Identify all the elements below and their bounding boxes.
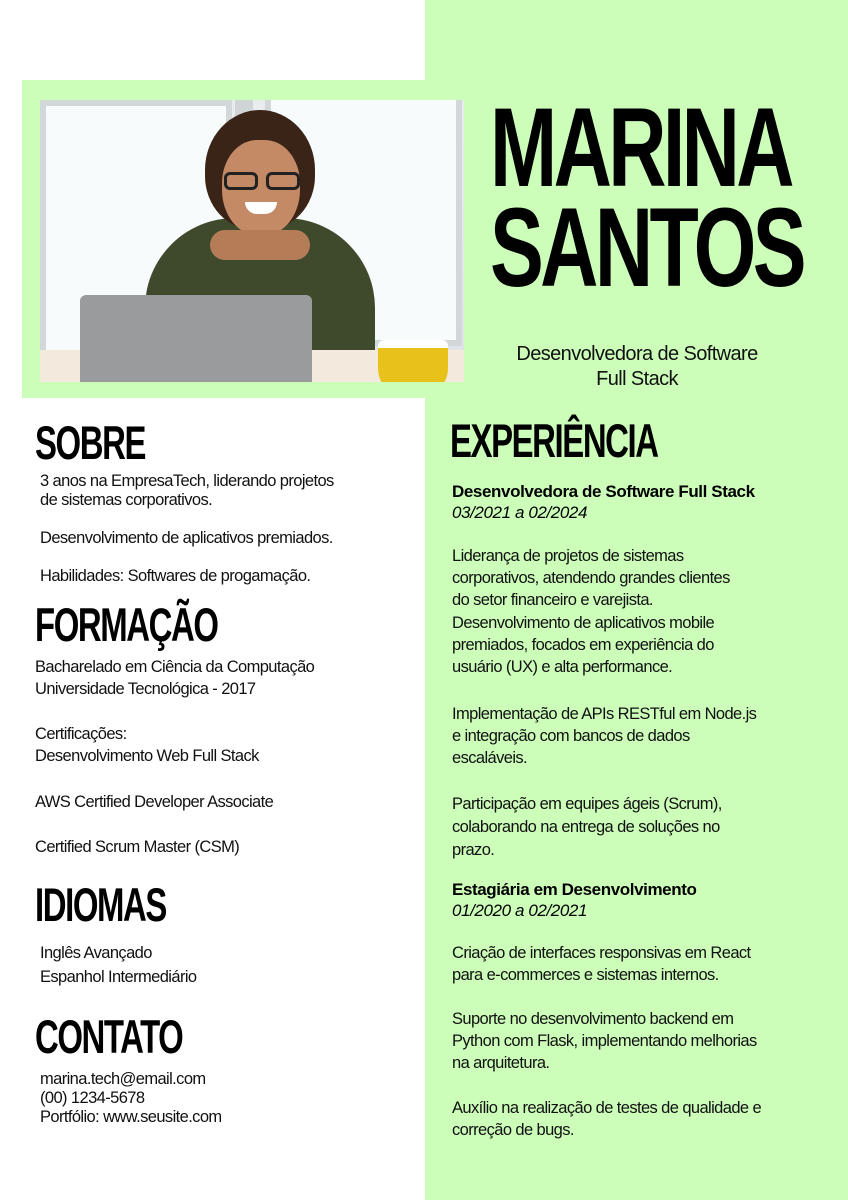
job-line: Python com Flask, implementando melhorias bbox=[452, 1032, 757, 1050]
contact-portfolio[interactable]: Portfólio: www.seusite.com bbox=[40, 1108, 222, 1126]
job-line: Implementação de APIs RESTful em Node.js bbox=[452, 705, 757, 723]
job-line: Participação em equipes ágeis (Scrum), bbox=[452, 795, 722, 813]
formacao-line: Desenvolvimento Web Full Stack bbox=[35, 747, 259, 765]
job-line: Desenvolvimento de aplicativos mobile bbox=[452, 614, 715, 632]
role-line-2: Full Stack bbox=[596, 368, 678, 390]
job-line: colaborando na entrega de soluções no bbox=[452, 818, 720, 836]
job-line: Suporte no desenvolvimento backend em bbox=[452, 1010, 734, 1028]
idioma-line: Inglês Avançado bbox=[40, 944, 152, 962]
sobre-line: Habilidades: Softwares de progamação. bbox=[40, 567, 311, 585]
sobre-line: 3 anos na EmpresaTech, liderando projetos bbox=[40, 472, 334, 490]
sobre-line: Desenvolvimento de aplicativos premiados. bbox=[40, 529, 333, 547]
job-line: e integração com bancos de dados bbox=[452, 727, 690, 745]
job-line: Auxílio na realização de testes de qualidade e bbox=[452, 1099, 762, 1117]
job-dates: 03/2021 a 02/2024 bbox=[452, 503, 588, 522]
formacao-line: Certified Scrum Master (CSM) bbox=[35, 838, 240, 856]
job-title: Estagiária em Desenvolvimento bbox=[452, 880, 697, 899]
role-line-1: Desenvolvedora de Software bbox=[516, 343, 758, 365]
job-dates: 01/2020 a 02/2021 bbox=[452, 901, 588, 920]
section-heading-sobre: SOBRE bbox=[35, 416, 145, 469]
idioma-line: Espanhol Intermediário bbox=[40, 968, 197, 986]
job-line: na arquitetura. bbox=[452, 1054, 550, 1072]
formacao-line: Certificações: bbox=[35, 725, 127, 743]
laptop-illustration bbox=[80, 295, 312, 382]
formacao-line: AWS Certified Developer Associate bbox=[35, 793, 274, 811]
formacao-line: Bacharelado em Ciência da Computação bbox=[35, 658, 315, 676]
section-heading-formacao: FORMAÇÃO bbox=[35, 598, 218, 651]
job-line: Criação de interfaces responsivas em React bbox=[452, 944, 751, 962]
job-line: do setor financeiro e varejista. bbox=[452, 591, 653, 609]
job-line: correção de bugs. bbox=[452, 1121, 574, 1139]
job-line: Liderança de projetos de sistemas bbox=[452, 547, 684, 565]
section-heading-contato: CONTATO bbox=[35, 1010, 183, 1063]
job-line: escaláveis. bbox=[452, 749, 528, 767]
job-role bbox=[480, 342, 794, 392]
job-line: premiados, focados em experiência do bbox=[452, 636, 714, 654]
section-heading-experiencia: EXPERIÊNCIA bbox=[450, 414, 658, 467]
section-heading-idiomas: IDIOMAS bbox=[35, 878, 166, 931]
job-line: corporativos, atendendo grandes clientes bbox=[452, 569, 730, 587]
contact-phone[interactable]: (00) 1234-5678 bbox=[40, 1089, 145, 1107]
first-name: MARINA bbox=[490, 85, 791, 210]
last-name: SANTOS bbox=[490, 185, 803, 310]
formacao-line: Universidade Tecnológica - 2017 bbox=[35, 680, 256, 698]
job-line: usuário (UX) e alta performance. bbox=[452, 658, 673, 676]
profile-photo bbox=[40, 100, 464, 382]
sobre-line: de sistemas corporativos. bbox=[40, 491, 213, 509]
job-line: para e-commerces e sistemas internos. bbox=[452, 966, 719, 984]
job-line: prazo. bbox=[452, 841, 495, 859]
candidate-name bbox=[490, 85, 803, 310]
job-title: Desenvolvedora de Software Full Stack bbox=[452, 482, 755, 501]
contact-email[interactable]: marina.tech@email.com bbox=[40, 1070, 206, 1088]
mug-illustration bbox=[378, 340, 448, 382]
